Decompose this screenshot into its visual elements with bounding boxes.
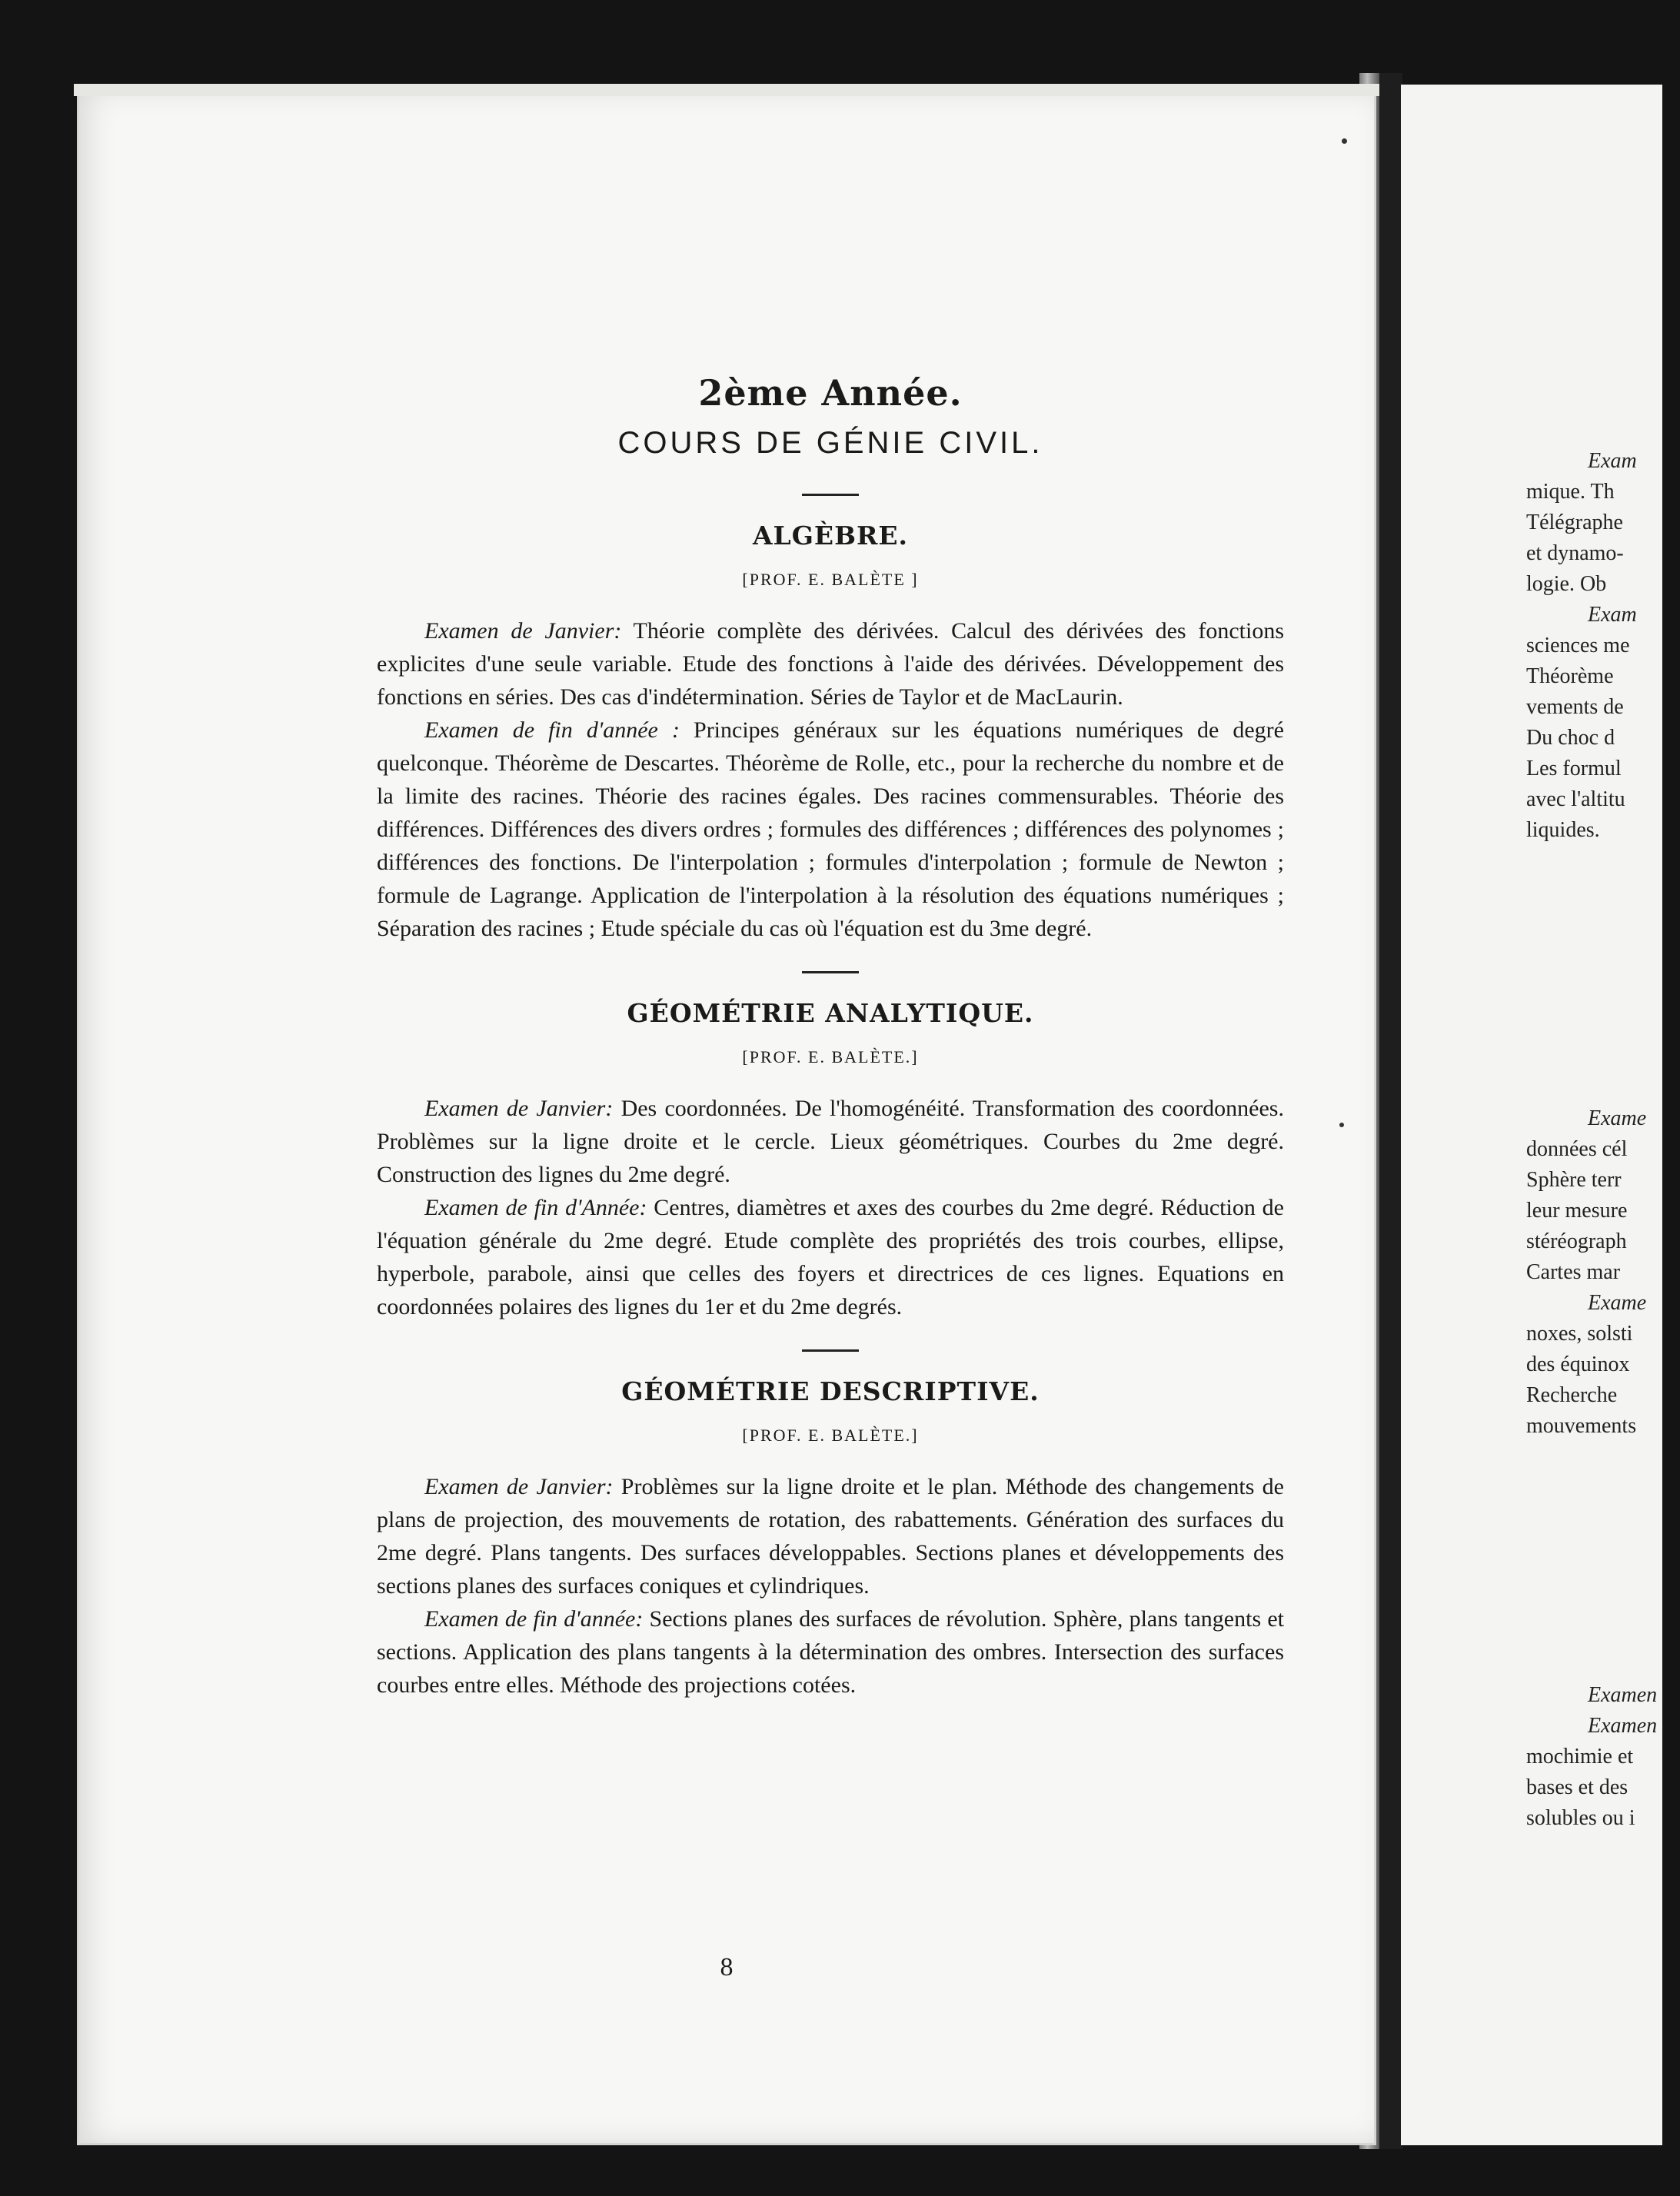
section-title: GÉOMÉTRIE DESCRIPTIVE.	[621, 1376, 1040, 1406]
professor-line: [PROF. E. BALÈTE.]	[742, 1047, 919, 1066]
course-title: COURS DE GÉNIE CIVIL.	[617, 426, 1043, 460]
exam-paragraph	[377, 614, 1284, 714]
adjacent-text-line: Sphère terr	[1526, 1168, 1622, 1192]
exam-text: Sections planes des surfaces de révolution. Sphère, plans tangents et sections. Application des plans tangents à la détermination des ombres. Intersection des surfaces courbes entre elles. Méthode des projections cotées.	[377, 1606, 1284, 1698]
book-gutter	[1379, 73, 1402, 2149]
divider	[802, 971, 859, 973]
adjacent-text-block	[1526, 1680, 1680, 1834]
exam-text: Principes généraux sur les équations numériques de degré quelconque. Théorème de Descartes. Théorème de Rolle, etc., pour la recherche du nombre et de la limite des racines. Théorie des racines égales. Des racines commensurables. Théorie des différences. Différences des divers ordres ; formules des différences ; différences des polynomes ; différences des fonctions. De l'interpolation ; formules d'interpolation ; formule de Newton ; formule de Lagrange. Application de l'interpolation à la résolution des équations numériques ; Séparation des racines ; Etude spéciale du cas où l'équation est du 3me degré.	[377, 717, 1284, 941]
divider	[802, 1349, 859, 1352]
adjacent-text-line: Examen	[1588, 1714, 1658, 1738]
adjacent-text-line: bases et des	[1526, 1775, 1628, 1799]
exam-label: Examen de fin d'Année:	[424, 1195, 647, 1220]
adjacent-text-line: Exame	[1588, 1291, 1647, 1315]
adjacent-text-line: Du choc d	[1526, 726, 1615, 750]
paper-speck	[1342, 138, 1347, 144]
exam-label: Examen de fin d'année :	[424, 717, 680, 743]
adjacent-text-line: avec l'altitu	[1526, 787, 1625, 811]
section-title: ALGÈBRE.	[752, 521, 909, 551]
adjacent-text-line: des équinox	[1526, 1353, 1630, 1376]
year-title: 2ème Année.	[698, 372, 963, 414]
page-content	[377, 372, 1284, 1728]
adjacent-text-line: mouvements	[1526, 1414, 1637, 1438]
professor-line: [PROF. E. BALÈTE.]	[742, 1426, 919, 1445]
divider	[802, 494, 859, 496]
adjacent-text-line: Examen	[1588, 1683, 1658, 1707]
exam-paragraph	[377, 1191, 1284, 1323]
exam-paragraph	[377, 1470, 1284, 1602]
left-page	[77, 88, 1376, 2145]
exam-label: Examen de fin d'année:	[424, 1606, 644, 1632]
adjacent-text-line: mochimie et	[1526, 1745, 1634, 1768]
section-geometrie-descriptive	[377, 1375, 1284, 1702]
adjacent-text-block	[1526, 1103, 1680, 1442]
page-number: 8	[720, 1953, 734, 1981]
exam-text: Centres, diamètres et axes des courbes du 2me degré. Réduction de l'équation générale du 2me degré. Etude complète des propriétés des trois courbes, ellipse, hyperbole, parabole, ainsi que celles des foyers et directrices de ces lignes. Equations en coordonnées polaires des lignes du 1er et du 2me degrés.	[377, 1195, 1284, 1319]
adjacent-text-line: mique. Th	[1526, 480, 1615, 504]
exam-text: Problèmes sur la ligne droite et le plan. Méthode des changements de plans de projection, des mouvements de rotation, des rabattements. Génération des surfaces du 2me degré. Plans tangents. Des surfaces développables. Sections planes et développements des sections planes des surfaces coniques et cylindriques.	[377, 1474, 1284, 1599]
section-geometrie-analytique	[377, 997, 1284, 1323]
adjacent-text-line: Exam	[1588, 449, 1637, 473]
adjacent-text-line: solubles ou i	[1526, 1806, 1635, 1830]
exam-text: Des coordonnées. De l'homogénéité. Transformation des coordonnées. Problèmes sur la ligne droite et le cercle. Lieux géométriques. Courbes du 2me degré. Construction des lignes du 2me degré.	[377, 1096, 1284, 1187]
section-title: GÉOMÉTRIE ANALYTIQUE.	[627, 998, 1034, 1028]
adjacent-text-line: liquides.	[1526, 818, 1600, 842]
professor-line: [PROF. E. BALÈTE ]	[742, 570, 919, 589]
exam-paragraph	[377, 1092, 1284, 1191]
adjacent-text-line: Exame	[1588, 1106, 1647, 1130]
section-algebre	[377, 519, 1284, 945]
adjacent-text-line: leur mesure	[1526, 1199, 1628, 1223]
exam-label: Examen de Janvier:	[424, 1096, 614, 1121]
adjacent-text-line: Télégraphe	[1526, 511, 1623, 534]
adjacent-text-line: Recherche	[1526, 1383, 1618, 1407]
adjacent-text-line: Théorème	[1526, 664, 1614, 688]
paper-speck	[1339, 1123, 1344, 1127]
exam-paragraph	[377, 1602, 1284, 1702]
exam-label: Examen de Janvier:	[424, 1474, 614, 1499]
adjacent-text-line: noxes, solsti	[1526, 1322, 1633, 1346]
adjacent-text-line: vements de	[1526, 695, 1624, 719]
adjacent-text-line: sciences me	[1526, 634, 1630, 657]
exam-label: Examen de Janvier:	[424, 618, 622, 644]
adjacent-text-block	[1526, 446, 1680, 846]
adjacent-page	[1401, 85, 1662, 2145]
exam-text: Théorie complète des dérivées. Calcul des dérivées des fonctions explicites d'une seule variable. Etude des fonctions à l'aide des dérivées. Développement des fonctions en séries. Des cas d'indétermination. Séries de Taylor et de MacLaurin.	[377, 618, 1284, 710]
adjacent-text-line: stéréograph	[1526, 1229, 1627, 1253]
adjacent-text-line: données cél	[1526, 1137, 1628, 1161]
adjacent-text-line: logie. Ob	[1526, 572, 1607, 596]
adjacent-text-line: Exam	[1588, 603, 1637, 627]
exam-paragraph	[377, 714, 1284, 945]
adjacent-text-line: Cartes mar	[1526, 1260, 1621, 1284]
adjacent-text-line: et dynamo-	[1526, 541, 1624, 565]
adjacent-text-line: Les formul	[1526, 757, 1622, 780]
